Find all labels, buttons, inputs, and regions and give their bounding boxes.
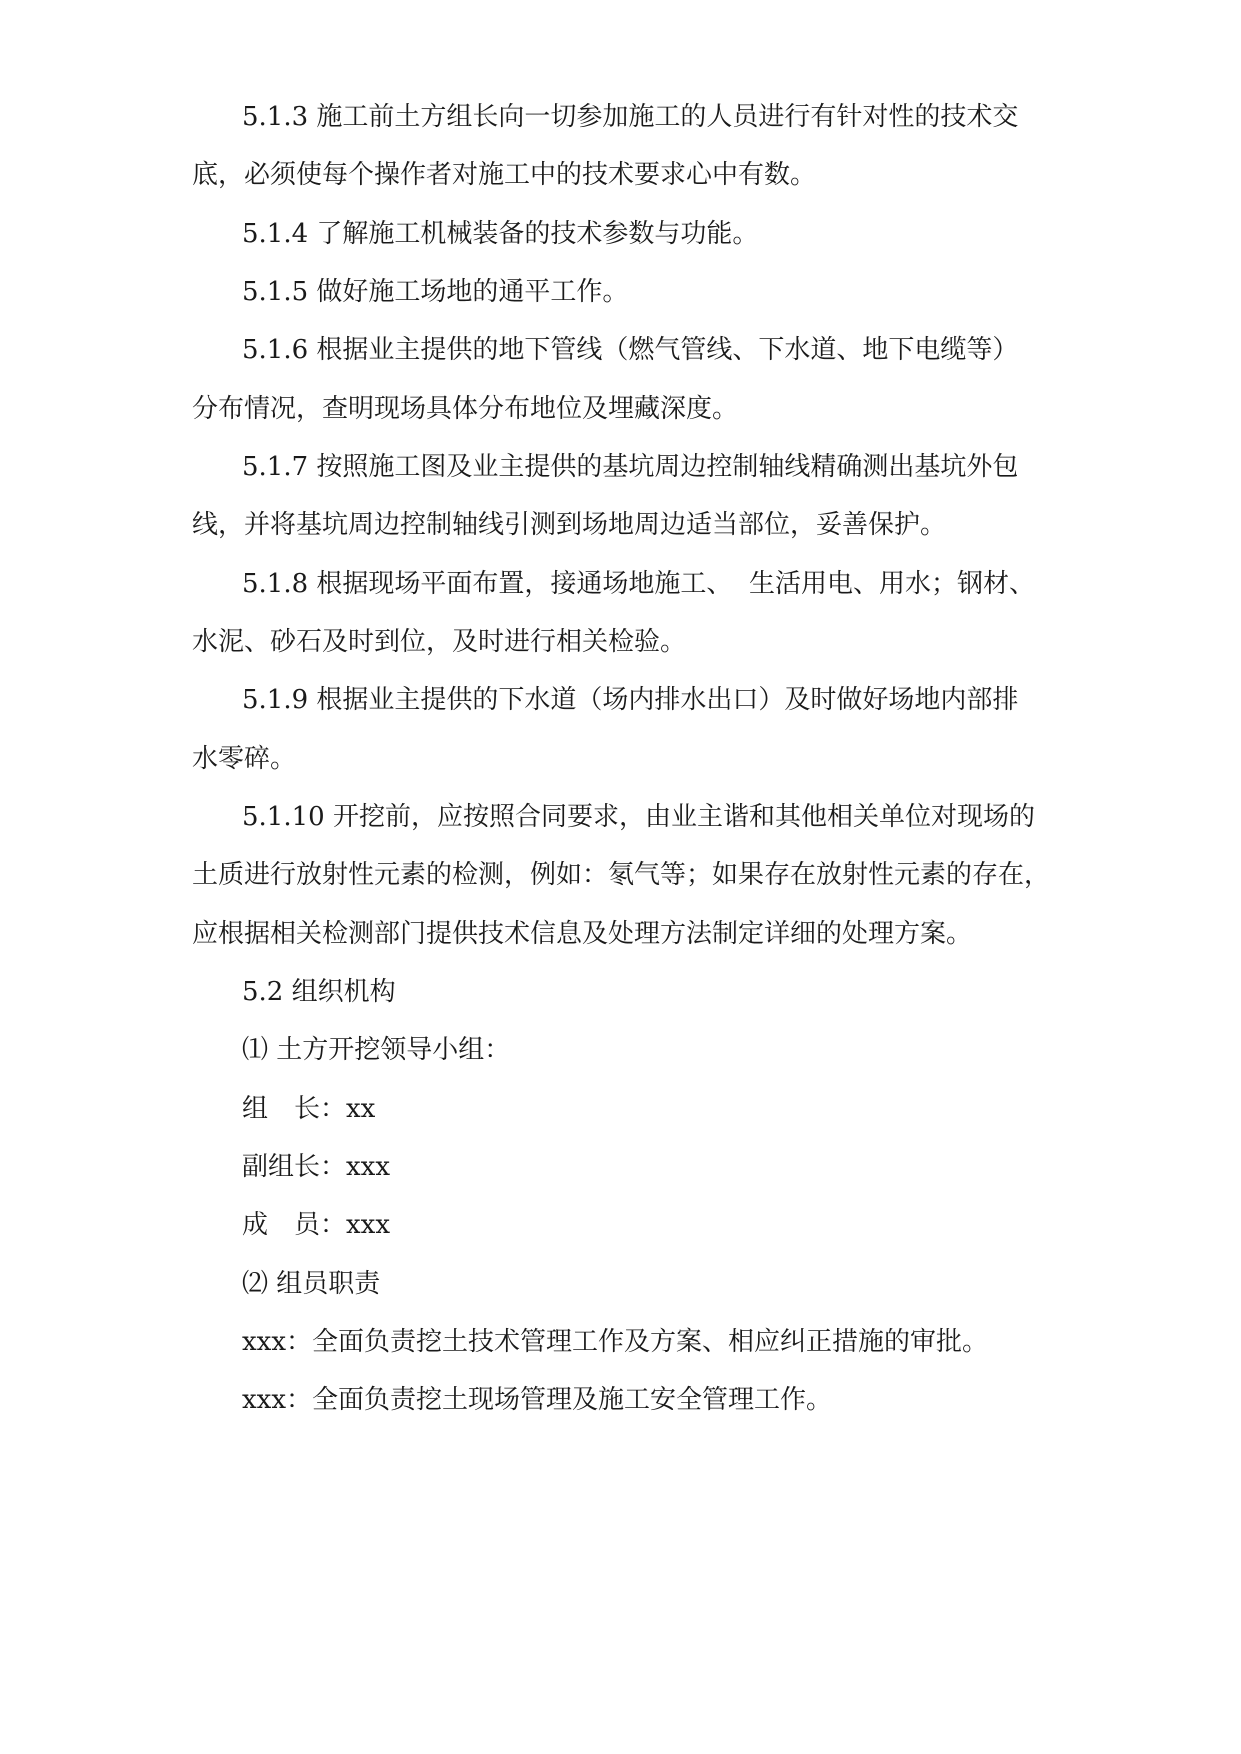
paragraph-5-1-8-line-1: 5.1.8 根据现场平面布置，接通场地施工、 生活用电、用水；钢材、 bbox=[242, 569, 1035, 599]
paragraph-5-1-3-line-2: 底，必须使每个操作者对施工中的技术要求心中有数。 bbox=[192, 160, 817, 190]
members-line: 成 员：xxx bbox=[242, 1210, 390, 1240]
paragraph-5-1-3-line-1: 5.1.3 施工前土方组长向一切参加施工的人员进行有针对性的技术交 bbox=[242, 102, 1019, 132]
duty-line-2: xxx：全面负责挖土现场管理及施工安全管理工作。 bbox=[242, 1385, 832, 1415]
paragraph-5-1-10-line-3: 应根据相关检测部门提供技术信息及处理方法制定详细的处理方案。 bbox=[192, 919, 973, 949]
paragraph-5-1-5: 5.1.5 做好施工场地的通平工作。 bbox=[242, 277, 629, 307]
paragraph-5-1-8-line-2: 水泥、砂石及时到位，及时进行相关检验。 bbox=[192, 627, 687, 657]
section-heading-5-2: 5.2 组织机构 bbox=[242, 977, 396, 1007]
paragraph-5-1-10-line-1: 5.1.10 开挖前，应按照合同要求，由业主谐和其他相关单位对现场的 bbox=[242, 802, 1035, 832]
paragraph-5-1-4: 5.1.4 了解施工机械装备的技术参数与功能。 bbox=[242, 219, 759, 249]
duty-line-1: xxx：全面负责挖土技术管理工作及方案、相应纠正措施的审批。 bbox=[242, 1327, 988, 1357]
paragraph-5-1-9-line-1: 5.1.9 根据业主提供的下水道（场内排水出口）及时做好场地内部排 bbox=[242, 685, 1019, 715]
subheading-leadership-group: ⑴ 土方开挖领导小组： bbox=[242, 1035, 511, 1065]
paragraph-5-1-7-line-2: 线，并将基坑周边控制轴线引测到场地周边适当部位，妥善保护。 bbox=[192, 510, 947, 540]
deputy-leader-line: 副组长：xxx bbox=[242, 1152, 390, 1182]
paragraph-5-1-6-line-1: 5.1.6 根据业主提供的地下管线（燃气管线、下水道、地下电缆等） bbox=[242, 335, 1019, 365]
paragraph-5-1-6-line-2: 分布情况，查明现场具体分布地位及埋藏深度。 bbox=[192, 394, 739, 424]
group-leader-line: 组 长：xx bbox=[242, 1094, 376, 1124]
subheading-member-duties: ⑵ 组员职责 bbox=[242, 1269, 381, 1299]
paragraph-5-1-9-line-2: 水零碎。 bbox=[192, 744, 297, 774]
paragraph-5-1-7-line-1: 5.1.7 按照施工图及业主提供的基坑周边控制轴线精确测出基坑外包 bbox=[242, 452, 1019, 482]
paragraph-5-1-10-line-2: 土质进行放射性元素的检测，例如：氡气等；如果存在放射性元素的存在， bbox=[192, 860, 1051, 890]
